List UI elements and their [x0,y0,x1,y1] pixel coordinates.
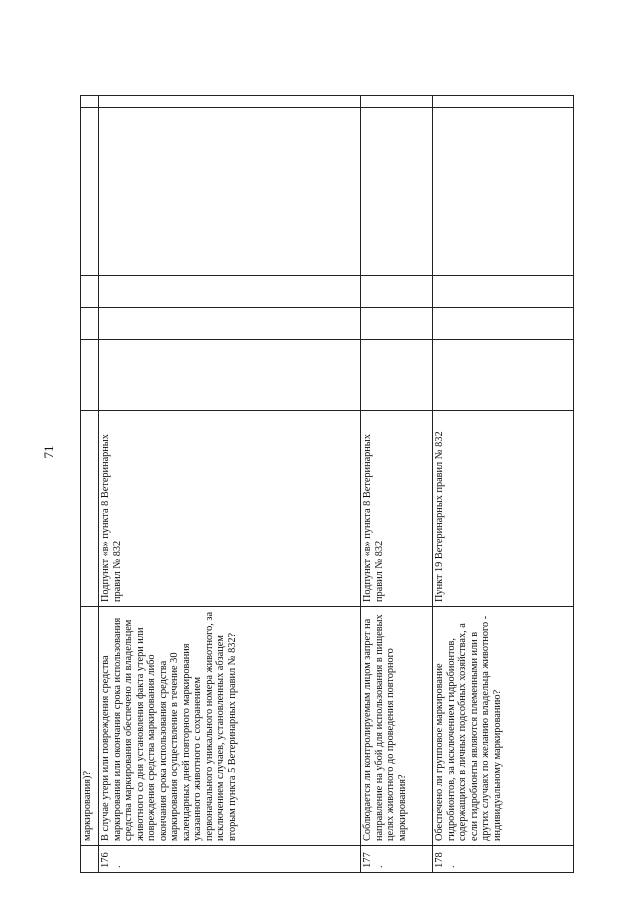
cell-empty [99,308,361,340]
cell-empty [81,276,99,308]
reference-text: Подпункт «в» пункта 8 Ветеринарных правил № 832 [361,411,433,607]
question-text: Соблюдается ли контролируемым лицом запрет на направление на убой для использования в пищевых целях животного до проведения повторного маркирования? [361,607,433,846]
reference-text: Подпункт «в» пункта 8 Ветеринарных правил № 832 [99,411,361,607]
cell-question [81,607,99,846]
cell-empty [81,108,99,276]
row-number: 177. [361,846,433,873]
cell-empty [433,108,574,276]
cell-empty [433,276,574,308]
table-row [361,96,433,873]
table-row [433,96,574,873]
cell-empty [433,308,574,340]
table-row-continuation [81,96,99,873]
cell-empty [361,340,433,411]
cell-empty [361,308,433,340]
cell-empty [81,308,99,340]
cell-empty [433,96,574,108]
cell-empty [99,96,361,108]
table-row [99,96,361,873]
question-text: В случае утери или повреждения средства маркирования или окончания срока использования средства маркирования обеспечено ли владельцем животного со дня установления факта утери или повреждения средства маркирования либо окончания срока использования средства маркирования осуществление в течение 30 календарных дней повторного маркирования указанного животного с сохранением первоначального уникального номера животного, за исключением случаев, установленных абзацем вторым пункта 5 Ветеринарных правил № 832? [99,607,361,846]
cell-empty [433,340,574,411]
cell-num [81,846,99,873]
page-number-text: 71 [41,445,56,459]
reference-text: Пункт 19 Ветеринарных правил № 832 [433,411,574,607]
cell-empty [99,108,361,276]
cell-empty [81,96,99,108]
row-number: 176. [99,846,361,873]
cell-empty [99,340,361,411]
cell-empty [81,340,99,411]
checklist-table [80,95,574,873]
question-text: Обеспечено ли групповое маркирование гидробионтов, за исключением гидробионтов, содержащихся в личных подсобных хозяйствах, а если гидробионты являются племенными или в других случаях по желанию владельца животного - индивидуальному маркированию? [433,607,574,846]
checklist-table-rotated [80,96,573,873]
cell-reference [81,411,99,607]
cell-empty [361,96,433,108]
row-number: 178. [433,846,574,873]
cell-empty [99,276,361,308]
continuation-text: маркирования)? [82,770,93,841]
cell-empty [361,276,433,308]
cell-empty [361,108,433,276]
